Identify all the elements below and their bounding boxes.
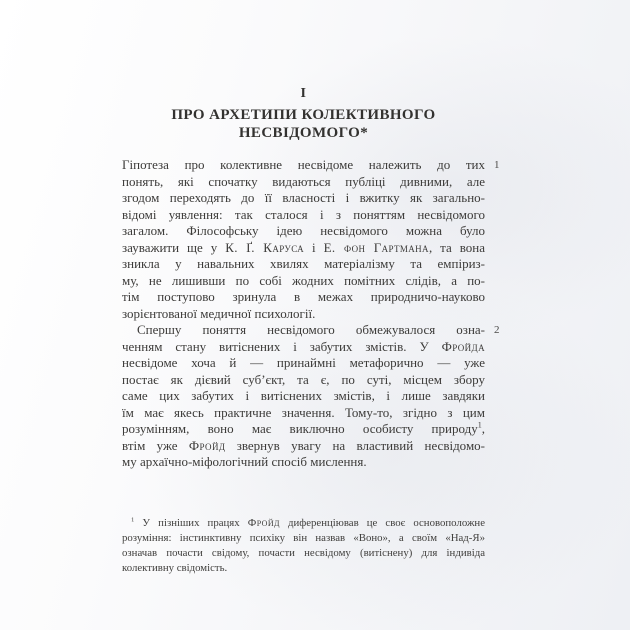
text-segment: Фройд: [188, 437, 226, 453]
text-line: [122, 516, 485, 531]
text-segment: понять, які спочатку видаються публіці дивними, але: [122, 173, 485, 189]
text-line: [122, 207, 485, 224]
text-segment: втім уже: [122, 437, 189, 453]
text-line: [122, 531, 485, 546]
text-segment: розуміння: інстинктивну психіку він назвав «Воно», а своїм «Над-Я»: [122, 532, 485, 544]
text-line: [122, 256, 485, 273]
paragraph-2: [122, 322, 485, 471]
text-line: [122, 339, 485, 356]
text-segment: означав почасти свідому, почасти несвідому (витіснену) для індивіда: [122, 547, 485, 559]
body-text: [122, 157, 485, 471]
text-segment: 1: [477, 420, 482, 430]
text-segment: несвідоме хоча й — принаймні метафорично — уже: [122, 355, 485, 370]
text-segment: му, не лишивши по собі жодних помітних слідів, а по-: [122, 272, 485, 288]
text-line: [122, 421, 485, 438]
text-line: [122, 372, 485, 389]
footnote: [122, 516, 485, 576]
text-segment: звернув увагу на властивий несвідомо-: [225, 437, 485, 453]
text-segment: загалом. Філософську ідею несвідомого можна було: [122, 223, 485, 238]
text-segment: У пізніших працях: [134, 517, 248, 529]
text-segment: і: [304, 239, 324, 255]
text-segment: зникла у навальних хвилях матеріалізму та емпіриз-: [122, 256, 485, 271]
paragraph-1: [122, 157, 485, 322]
text-segment: , та вона: [428, 239, 485, 255]
text-segment: колективну свідомість.: [122, 562, 228, 574]
margin-paragraph-number-2: 2: [494, 324, 500, 336]
text-segment: зорієнтованої медичної психології.: [122, 305, 316, 321]
text-segment: Спершу поняття несвідомого обмежувалося озна-: [137, 322, 485, 337]
text-segment: тім поступово зринула в межах природничо-науково: [122, 289, 485, 304]
text-line: [122, 454, 485, 471]
text-segment: постає як дієвий суб’єкт, та є, по суті, місцем збору: [122, 371, 485, 387]
text-segment: відомі уявлення: так сталося і з поняттям несвідомого: [122, 206, 485, 222]
text-line: [122, 561, 485, 576]
margin-paragraph-number-1: 1: [494, 159, 500, 171]
text-segment: саме цих забутих і витіснених змістів, і лише завдяки: [122, 388, 485, 403]
text-segment: диференціював це своє основоположне: [279, 517, 485, 529]
text-segment: Фройда: [441, 338, 485, 354]
text-segment: 1: [131, 516, 135, 524]
text-line: [122, 546, 485, 561]
text-line: [122, 273, 485, 290]
text-segment: зауважити ще у: [122, 239, 226, 255]
text-line: [122, 306, 485, 323]
text-line: [122, 190, 485, 207]
text-segment: ченням стану витіснених і забутих змістів. У: [122, 338, 442, 354]
text-line: [122, 322, 485, 339]
text-line: [122, 405, 485, 422]
text-segment: Е. фон Гартмана: [323, 239, 429, 255]
text-line: [122, 355, 485, 372]
chapter-title: ПРО АРХЕТИПИ КОЛЕКТИВНОГО НЕСВІДОМОГО*: [171, 107, 436, 141]
text-line: [122, 174, 485, 191]
chapter-number: I: [300, 86, 307, 101]
text-segment: му архаїчно-міфологічний спосіб мислення.: [122, 454, 367, 469]
text-segment: Фройд: [247, 517, 280, 529]
text-segment: ,: [481, 421, 485, 436]
text-line: [122, 223, 485, 240]
text-line: [122, 388, 485, 405]
text-segment: розумінням, воно має виключно особисту природу: [122, 421, 478, 436]
text-line: [122, 438, 485, 455]
text-segment: їм має якесь практичне значення. Тому-то, згідно з цим: [122, 404, 485, 420]
text-line: [122, 157, 485, 174]
text-line: [122, 240, 485, 257]
text-line: [122, 289, 485, 306]
text-segment: згодом переходять до її власності і вжитку як загально-: [122, 190, 485, 205]
text-segment: К. Ґ. Каруса: [225, 239, 305, 255]
text-segment: Гіпотеза про колективне несвідоме належить до тих: [122, 157, 485, 172]
chapter-heading: [122, 86, 485, 142]
